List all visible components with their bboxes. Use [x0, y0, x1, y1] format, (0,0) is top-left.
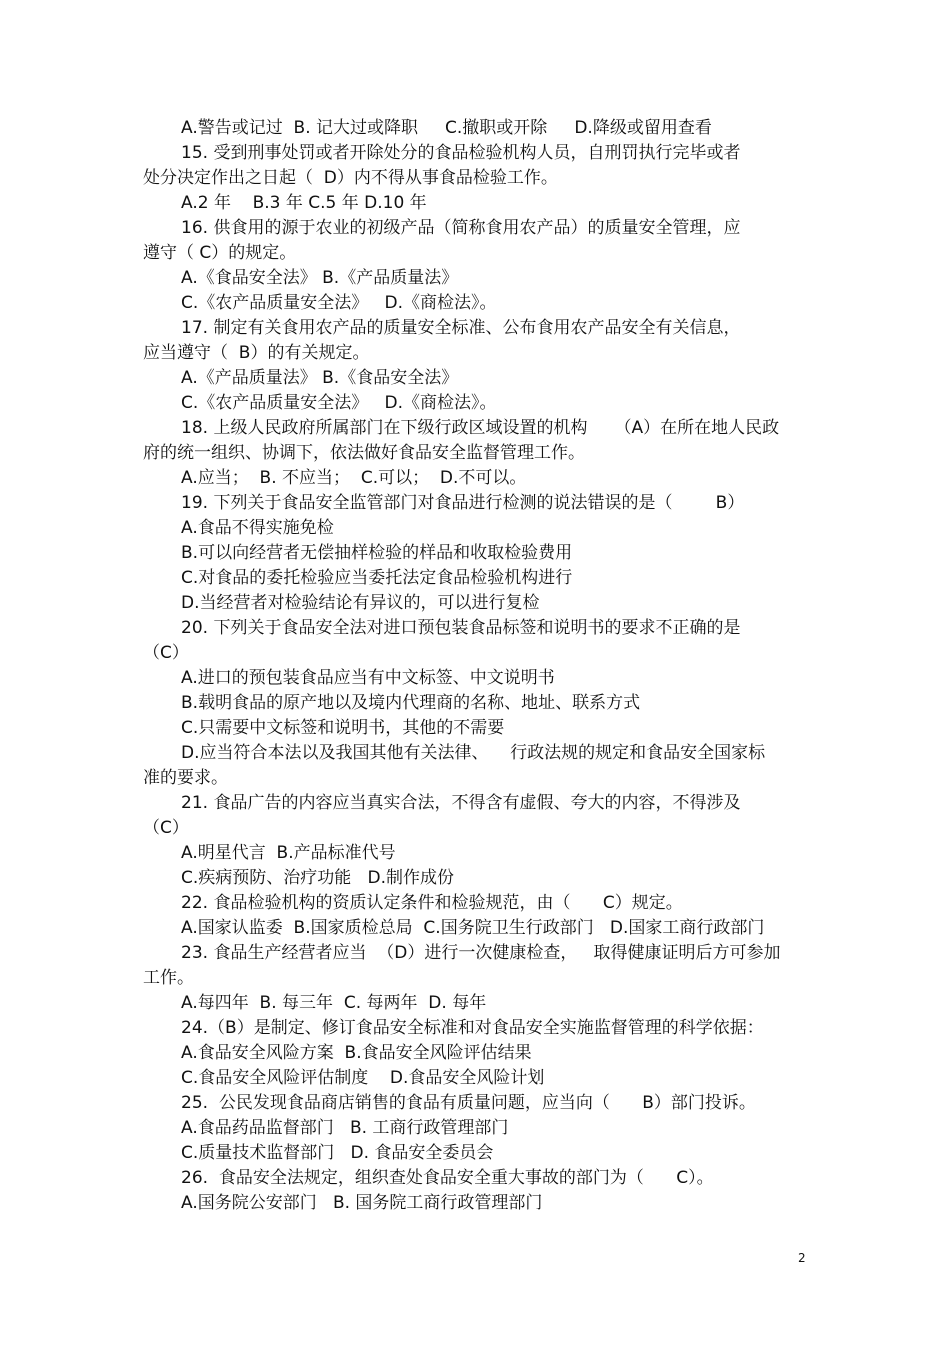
text-line: C.只需要中文标签和说明书，其他的不需要	[181, 718, 505, 738]
text-line: B.可以向经营者无偿抽样检验的样品和收取检验费用	[181, 543, 573, 563]
text-line: 26. 食品安全法规定，组织查处食品安全重大事故的部门为（ C）。	[181, 1168, 714, 1188]
text-line: 遵守（ C）的规定。	[143, 243, 297, 263]
text-line: D.当经营者对检验结论有异议的，可以进行复检	[181, 593, 540, 613]
text-line: C.质量技术监督部门 D. 食品安全委员会	[181, 1143, 494, 1163]
document-body	[143, 116, 808, 1216]
text-line: A.食品药品监督部门 B. 工商行政管理部门	[181, 1118, 509, 1138]
text-line: 20. 下列关于食品安全法对进口预包装食品标签和说明书的要求不正确的是	[181, 618, 741, 638]
text-line: A.每四年 B. 每三年 C. 每两年 D. 每年	[181, 993, 487, 1013]
text-line: A.《食品安全法》 B.《产品质量法》	[181, 268, 459, 288]
text-line: A.警告或记过 B. 记大过或降职 C.撤职或开除 D.降级或留用查看	[181, 118, 712, 138]
text-line: 25. 公民发现食品商店销售的食品有质量问题，应当向（ B）部门投诉。	[181, 1093, 756, 1113]
text-line: 19. 下列关于食品安全监管部门对食品进行检测的说法错误的是（ B）	[181, 493, 745, 513]
text-line: 府的统一组织、协调下，依法做好食品安全监督管理工作。	[143, 443, 585, 463]
text-line: 15. 受到刑事处罚或者开除处分的食品检验机构人员，自刑罚执行完毕或者	[181, 143, 741, 163]
page-number: 2	[798, 1251, 806, 1265]
text-line: 16. 供食用的源于农业的初级产品（简称食用农产品）的质量安全管理，应	[181, 218, 741, 238]
text-line: 23. 食品生产经营者应当 （D）进行一次健康检查， 取得健康证明后方可参加	[181, 943, 781, 963]
text-line: 22. 食品检验机构的资质认定条件和检验规范，由（ C）规定。	[181, 893, 683, 913]
text-line: 17. 制定有关食用农产品的质量安全标准、公布食用农产品安全有关信息，	[181, 318, 741, 338]
text-line: A.食品不得实施免检	[181, 518, 334, 538]
text-line: A.应当； B. 不应当； C.可以； D.不可以。	[181, 468, 527, 488]
text-line: C.对食品的委托检验应当委托法定食品检验机构进行	[181, 568, 573, 588]
text-line: A.明星代言 B.产品标准代号	[181, 843, 396, 863]
text-line: 工作。	[143, 968, 194, 988]
text-line: B.载明食品的原产地以及境内代理商的名称、地址、联系方式	[181, 693, 641, 713]
text-line: A.2 年 B.3 年 C.5 年 D.10 年	[181, 193, 427, 213]
text-line: （C）	[143, 818, 189, 838]
text-line: 应当遵守（ B）的有关规定。	[143, 343, 370, 363]
text-line: C.《农产品质量安全法》 D.《商检法》。	[181, 293, 497, 313]
text-line: C.《农产品质量安全法》 D.《商检法》。	[181, 393, 497, 413]
text-line: C.食品安全风险评估制度 D.食品安全风险计划	[181, 1068, 545, 1088]
text-line: A.进口的预包装食品应当有中文标签、中文说明书	[181, 668, 555, 688]
text-line: 24.（B）是制定、修订食品安全标准和对食品安全实施监督管理的科学依据：	[181, 1018, 764, 1038]
text-line: C.疾病预防、治疗功能 D.制作成份	[181, 868, 454, 888]
text-line: A.国务院公安部门 B. 国务院工商行政管理部门	[181, 1193, 543, 1213]
text-line: 18. 上级人民政府所属部门在下级行政区域设置的机构 （A）在所在地人民政	[181, 418, 780, 438]
text-line: 准的要求。	[143, 768, 228, 788]
text-line: A.国家认监委 B.国家质检总局 C.国务院卫生行政部门 D.国家工商行政部门	[181, 918, 765, 938]
text-line: （C）	[143, 643, 189, 663]
text-line: D.应当符合本法以及我国其他有关法律、 行政法规的规定和食品安全国家标	[181, 743, 766, 763]
text-line: A.食品安全风险方案 B.食品安全风险评估结果	[181, 1043, 532, 1063]
text-line: 处分决定作出之日起（ D）内不得从事食品检验工作。	[143, 168, 558, 188]
text-line: 21. 食品广告的内容应当真实合法，不得含有虚假、夸大的内容，不得涉及	[181, 793, 741, 813]
text-line: A.《产品质量法》 B.《食品安全法》	[181, 368, 459, 388]
